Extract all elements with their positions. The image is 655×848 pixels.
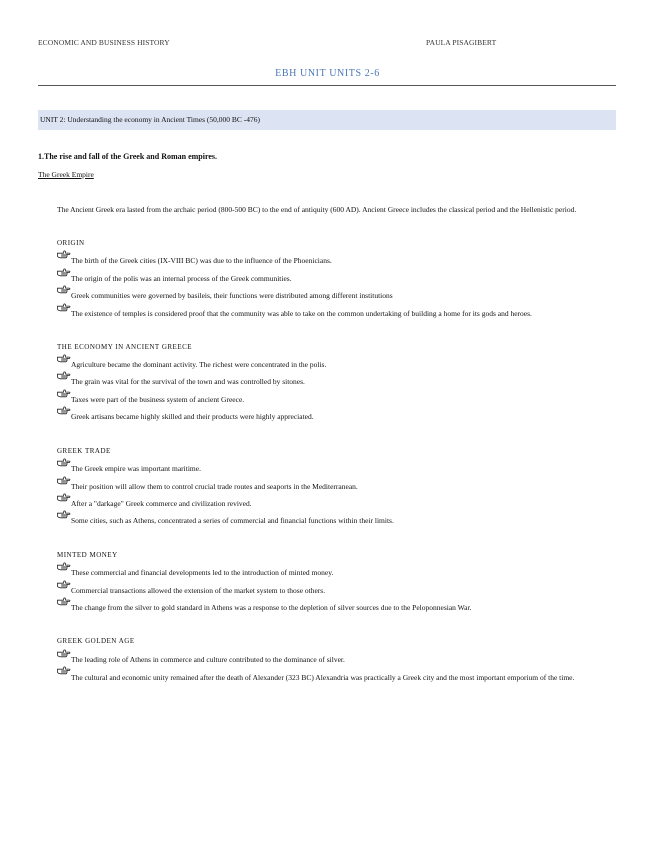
hand-pointer-icon	[57, 250, 71, 259]
block-heading-minted-money: MINTED MONEY	[57, 551, 118, 559]
section-heading: 1.The rise and fall of the Greek and Roman empires.	[38, 152, 218, 161]
block-heading-origin: ORIGIN	[57, 239, 85, 247]
block-heading-golden-age: GREEK GOLDEN AGE	[57, 637, 135, 645]
hand-pointer-icon	[57, 649, 71, 658]
hand-pointer-icon	[57, 285, 71, 294]
unit-heading: UNIT 2: Understanding the economy in Ancient Times (50,000 BC -476)	[40, 115, 261, 124]
hand-pointer-icon	[57, 476, 71, 485]
list-item: These commercial and financial developments led to the introduction of minted money.	[57, 564, 615, 582]
list-item: After a "darkage" Greek commerce and civilization revived.	[57, 495, 615, 513]
hand-pointer-icon	[57, 580, 71, 589]
hand-pointer-icon	[57, 268, 71, 277]
hand-pointer-icon	[57, 493, 71, 502]
list-item: Agriculture became the dominant activity. The richest were concentrated in the polis.	[57, 356, 615, 374]
hand-pointer-icon	[57, 389, 71, 398]
header-author: PAULA PISAGIBERT	[426, 38, 497, 47]
list-item: Taxes were part of the business system of ancient Greece.	[57, 391, 615, 409]
title-rule	[38, 85, 616, 86]
list-item: Commercial transactions allowed the extension of the market system to those others.	[57, 582, 615, 600]
list-item: Their position will allow them to control crucial trade routes and seaports in the Mediterranean.	[57, 478, 615, 496]
document-title: EBH UNIT UNITS 2-6	[275, 68, 380, 79]
hand-pointer-icon	[57, 303, 71, 312]
list-item: The leading role of Athens in commerce and culture contributed to the dominance of silver.	[57, 651, 615, 669]
list-item: Some cities, such as Athens, concentrated a series of commercial and financial functions within their limits.	[57, 512, 615, 530]
header-course: ECONOMIC AND BUSINESS HISTORY	[38, 38, 170, 47]
hand-pointer-icon	[57, 406, 71, 415]
intro-paragraph: The Ancient Greek era lasted from the archaic period (800-500 BC) to the end of antiquity (600 AD). Ancient Greece includes the classical period and the Hellenistic period.	[57, 205, 577, 214]
hand-pointer-icon	[57, 371, 71, 380]
list-item: The birth of the Greek cities (IX-VIII BC) was due to the influence of the Phoenicians.	[57, 252, 615, 270]
block-heading-economy: THE ECONOMY IN ANCIENT GREECE	[57, 343, 193, 351]
list-item: The cultural and economic unity remained after the death of Alexander (323 BC) Alexandria was practically a Greek city and the most important emporium of the time.	[57, 668, 615, 687]
running-header	[38, 38, 617, 50]
hand-pointer-icon	[57, 354, 71, 363]
list-item: Greek artisans became highly skilled and their products were highly appreciated.	[57, 408, 615, 426]
hand-pointer-icon	[57, 458, 71, 467]
list-item: The origin of the polis was an internal process of the Greek communities.	[57, 270, 615, 288]
list-item: The existence of temples is considered proof that the community was able to take on the common undertaking of building a home for its gods and heroes.	[57, 305, 615, 323]
list-item: The change from the silver to gold standard in Athens was a response to the depletion of silver sources due to the Peloponnesian War.	[57, 599, 615, 617]
list-item: The grain was vital for the survival of the town and was controlled by sitones.	[57, 373, 615, 391]
list-item: The Greek empire was important maritime.	[57, 460, 615, 478]
list-item: Greek communities were governed by basileis, their functions were distributed among different institutions	[57, 287, 615, 305]
hand-pointer-icon	[57, 666, 71, 675]
block-heading-trade: GREEK TRADE	[57, 447, 111, 455]
hand-pointer-icon	[57, 597, 71, 606]
hand-pointer-icon	[57, 562, 71, 571]
subsection-heading: The Greek Empire	[38, 170, 94, 179]
hand-pointer-icon	[57, 510, 71, 519]
unit-heading-band	[38, 110, 616, 130]
